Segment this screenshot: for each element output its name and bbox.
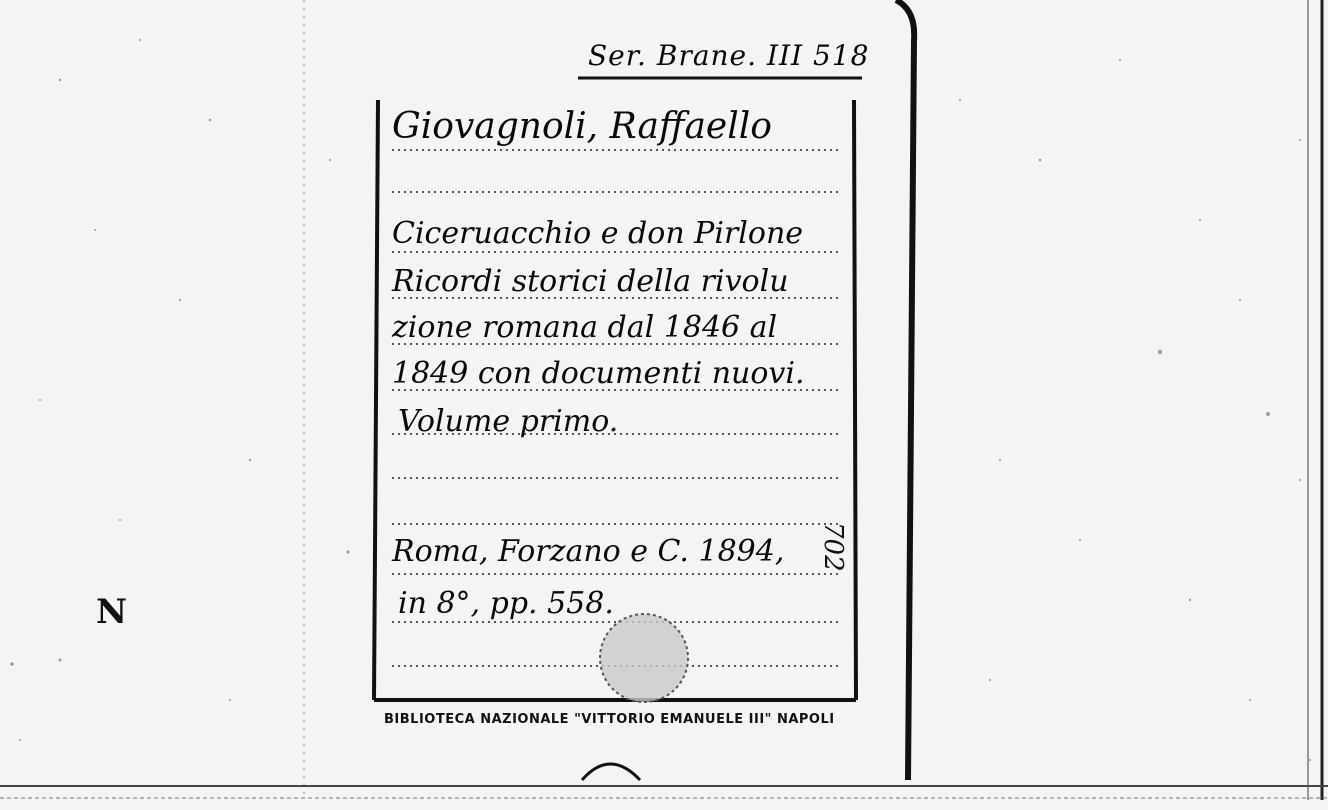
author-name: Giovagnoli, Raffaello: [392, 106, 772, 147]
title-line-3: zione romana dal 1846 al: [392, 310, 778, 345]
library-footer: BIBLIOTECA NAZIONALE "VITTORIO EMANUELE III" NAPOLI: [384, 712, 835, 727]
title-line-1: Ciceruacchio e don Pirlone: [392, 216, 804, 251]
title-line-2: Ricordi storici della rivolu: [392, 264, 789, 299]
imprint-line-2: in 8°, pp. 558.: [398, 586, 614, 621]
side-number: 702: [818, 522, 848, 572]
title-line-4: 1849 con documenti nuovi.: [392, 356, 805, 391]
margin-mark: N: [96, 592, 128, 632]
title-line-5: Volume primo.: [398, 404, 619, 439]
imprint-line-1: Roma, Forzano e C. 1894,: [392, 534, 785, 569]
shelfmark: Ser. Brane. III 518: [588, 39, 870, 72]
